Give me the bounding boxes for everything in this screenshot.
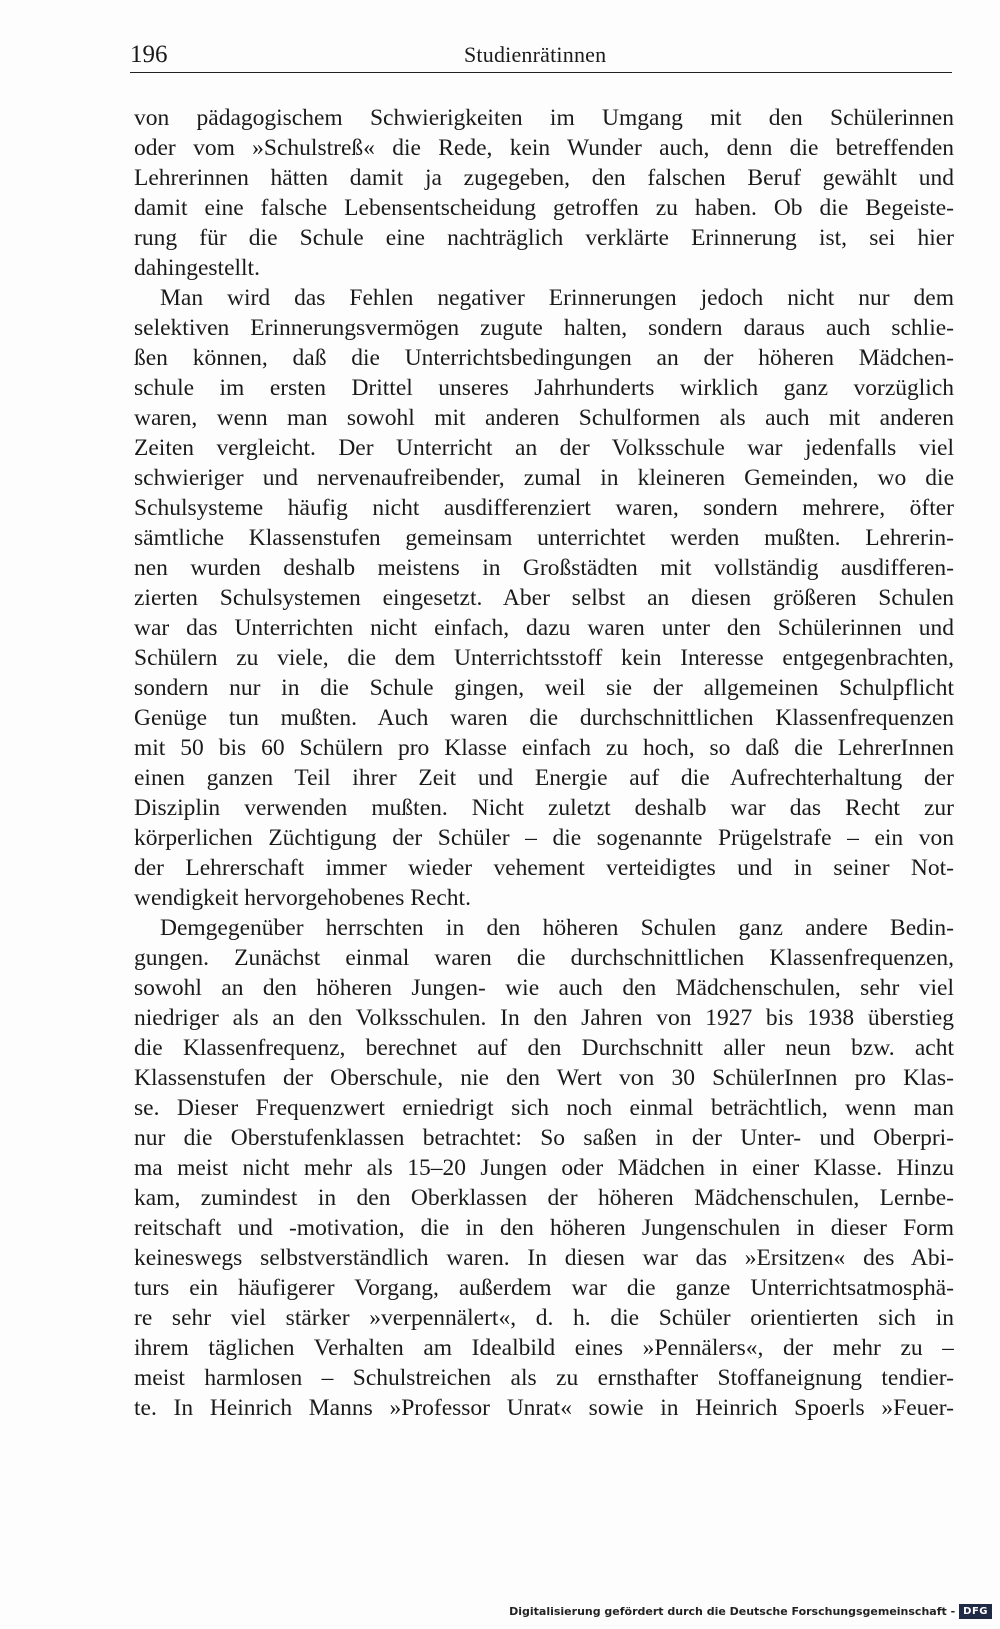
text-line: kam, zumindest in den Oberklassen der höheren Mädchenschulen, Lernbe- [134, 1185, 954, 1211]
page-number: 196 [130, 41, 168, 68]
text-line: die Klassenfrequenz, berechnet auf den Durchschnitt aller neun bzw. acht [134, 1035, 954, 1061]
text-line: re sehr viel stärker »verpennälert«, d. h. die Schüler orientierten sich in [134, 1305, 954, 1331]
text-line: schwieriger und nervenaufreibender, zumal in kleineren Gemeinden, wo die [134, 465, 954, 491]
text-line: selektiven Erinnerungsvermögen zugute halten, sondern daraus auch schlie- [134, 315, 954, 341]
text-line: Genüge tun mußten. Auch waren die durchschnittlichen Klassenfrequenzen [134, 705, 954, 731]
text-line: sondern nur in die Schule gingen, weil sie der allgemeinen Schulpflicht [134, 675, 954, 701]
text-line: dahingestellt. [134, 255, 260, 281]
text-line: körperlichen Züchtigung der Schüler – die sogenannte Prügelstrafe – ein von [134, 825, 954, 851]
text-line: mit 50 bis 60 Schülern pro Klasse einfach zu hoch, so daß die LehrerInnen [134, 735, 954, 761]
text-line: meist harmlosen – Schulstreichen als zu ernsthafter Stoffaneignung tendier- [134, 1365, 954, 1391]
text-line: niedriger als an den Volksschulen. In den Jahren von 1927 bis 1938 überstieg [134, 1005, 954, 1031]
text-line: Schülern zu viele, die dem Unterrichtsstoff kein Interesse entgegenbrachten, [134, 645, 954, 671]
text-line [134, 1423, 954, 1453]
credit-text: Digitalisierung gefördert durch die Deutsche Forschungsgemeinschaft - [509, 1604, 956, 1618]
text-line: zierten Schulsystemen eingesetzt. Aber selbst an diesen größeren Schulen [134, 585, 954, 611]
text-line: ihrem täglichen Verhalten am Idealbild eines »Pennälers«, der mehr zu – [134, 1335, 954, 1361]
text-line: nur die Oberstufenklassen betrachtet: So saßen in der Unter- und Oberpri- [134, 1125, 954, 1151]
text-line: nen wurden deshalb meistens in Großstädten mit vollständig ausdifferen- [134, 555, 954, 581]
text-line: Schulsysteme häufig nicht ausdifferenziert waren, sondern mehrere, öfter [134, 495, 954, 521]
text-line: sämtliche Klassenstufen gemeinsam unterrichtet werden mußten. Lehrerin- [134, 525, 954, 551]
text-line: waren, wenn man sowohl mit anderen Schulformen als auch mit anderen [134, 405, 954, 431]
text-line: sowohl an den höheren Jungen- wie auch den Mädchenschulen, sehr viel [134, 975, 954, 1001]
text-line: Disziplin verwenden mußten. Nicht zuletzt deshalb war das Recht zur [134, 795, 954, 821]
text-line: oder vom »Schulstreß« die Rede, kein Wunder auch, denn die betreffenden [134, 135, 954, 161]
text-line: ßen können, daß die Unterrichtsbedingungen an der höheren Mädchen- [134, 345, 954, 371]
text-line: se. Dieser Frequenzwert erniedrigt sich noch einmal beträchtlich, wenn man [134, 1095, 954, 1121]
text-line: reitschaft und -motivation, die in den höheren Jungenschulen in dieser Form [134, 1215, 954, 1241]
text-line: schule im ersten Drittel unseres Jahrhunderts wirklich ganz vorzüglich [134, 375, 954, 401]
text-line: Lehrerinnen hätten damit ja zugegeben, den falschen Beruf gewählt und [134, 165, 954, 191]
text-line: der Lehrerschaft immer wieder vehement verteidigtes und in seiner Not- [134, 855, 954, 881]
text-line: turs ein häufigerer Vorgang, außerdem war die ganze Unterrichtsatmosphä- [134, 1275, 954, 1301]
header-rule [130, 72, 952, 73]
text-line: einen ganzen Teil ihrer Zeit und Energie auf die Aufrechterhaltung der [134, 765, 954, 791]
text-line: von pädagogischem Schwierigkeiten im Umgang mit den Schülerinnen [134, 105, 954, 131]
text-line: wendigkeit hervorgehobenes Recht. [134, 885, 471, 911]
text-line: gungen. Zunächst einmal waren die durchschnittlichen Klassenfrequenzen, [134, 945, 954, 971]
text-line: Man wird das Fehlen negativer Erinnerungen jedoch nicht nur dem [160, 285, 954, 311]
dfg-logo: DFG [959, 1604, 992, 1619]
text-line: damit eine falsche Lebensentscheidung getroffen zu haben. Ob die Begeiste- [134, 195, 954, 221]
digitization-credit [509, 1601, 992, 1621]
text-line: te. In Heinrich Manns »Professor Unrat« sowie in Heinrich Spoerls »Feuer- [134, 1395, 954, 1421]
text-line: Klassenstufen der Oberschule, nie den Wert von 30 SchülerInnen pro Klas- [134, 1065, 954, 1091]
text-line: war das Unterrichten nicht einfach, dazu waren unter den Schülerinnen und [134, 615, 954, 641]
text-line: rung für die Schule eine nachträglich verklärte Erinnerung ist, sei hier [134, 225, 954, 251]
body-text [134, 103, 954, 1453]
text-line: Zeiten vergleicht. Der Unterricht an der Volksschule war jedenfalls viel [134, 435, 954, 461]
text-line: ma meist nicht mehr als 15–20 Jungen oder Mädchen in einer Klasse. Hinzu [134, 1155, 954, 1181]
text-line: Demgegenüber herrschten in den höheren Schulen ganz andere Bedin- [160, 915, 954, 941]
page-header [130, 40, 952, 74]
running-head: Studienrätinnen [464, 42, 607, 67]
text-line: keineswegs selbstverständlich waren. In diesen war das »Ersitzen« des Abi- [134, 1245, 954, 1271]
